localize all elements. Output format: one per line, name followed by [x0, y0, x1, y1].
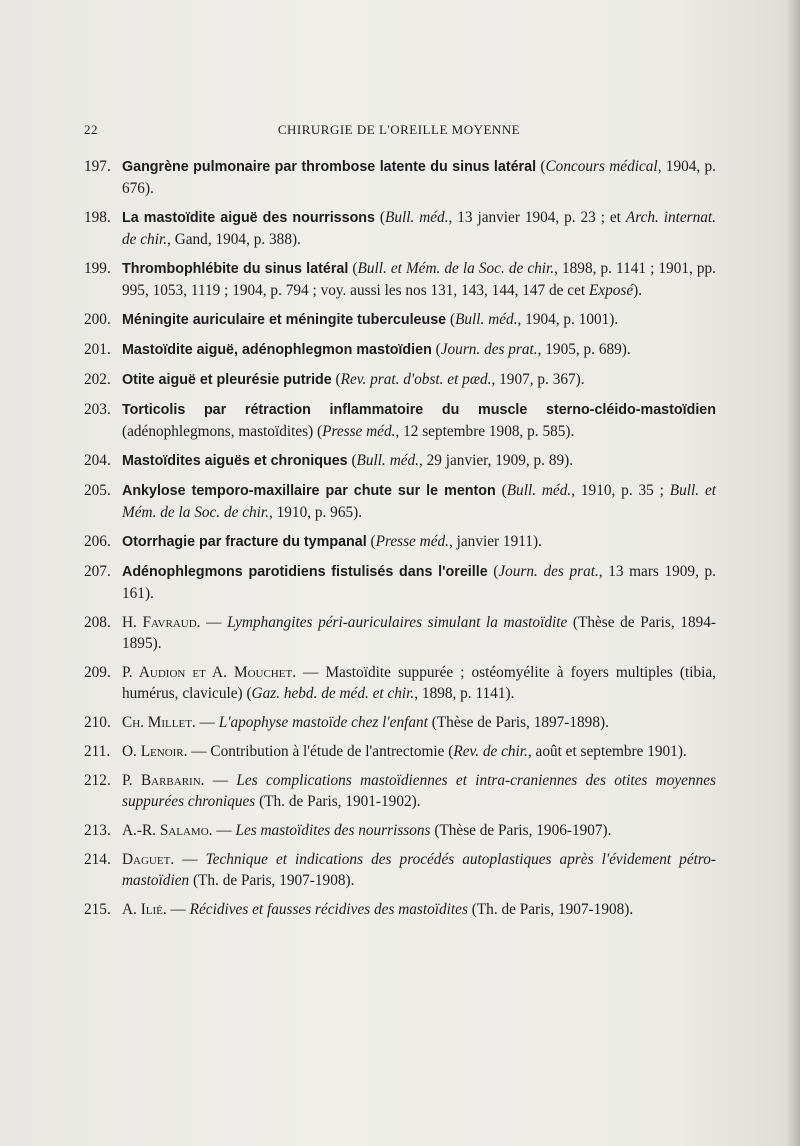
entry-number: 199. — [84, 260, 111, 277]
entry-journal: Exposé — [588, 282, 634, 299]
bibliography-entry — [84, 561, 716, 604]
entry-author: P. Audion et A. Mouchet. — [122, 664, 297, 681]
entry-text: , 1905, p. 689). — [537, 341, 631, 358]
entry-work-title: L'apophyse mastoïde chez l'enfant — [218, 714, 428, 731]
entry-text: — Contribution à l'étude de l'antrectomie ( — [187, 743, 454, 760]
entry-number: 211. — [84, 743, 111, 760]
entry-journal: Rev. prat. d'obst. et pæd. — [340, 371, 492, 388]
entry-title: La mastoïdite aiguë des nourrissons — [122, 210, 375, 226]
bibliography-entry — [84, 849, 716, 891]
entry-text: , 1910, p. 965). — [268, 504, 363, 521]
entry-text: ( — [536, 158, 546, 175]
bibliography-entry — [84, 712, 716, 733]
entry-work-title: Gaz. hebd. de méd. et chir. — [251, 685, 415, 702]
entry-text: (Th. de Paris, 1907-1908). — [189, 872, 355, 889]
entry-text: — — [200, 614, 228, 631]
entry-author: A. Ilié. — [122, 901, 167, 918]
entry-title: Thrombophlébite du sinus latéral — [122, 261, 349, 277]
bibliography-entry — [84, 612, 716, 654]
entry-work-title: Lymphangites péri-auriculaires simulant la mastoïdite — [227, 614, 568, 631]
bibliography-entry — [84, 258, 716, 301]
entry-text: (Th. de Paris, 1901-1902). — [255, 793, 421, 810]
entry-title: Gangrène pulmonaire par thrombose latente du sinus latéral — [122, 159, 537, 175]
entry-number: 215. — [84, 901, 111, 918]
bibliography-entry — [84, 662, 716, 704]
entry-text: (adénophlegmons, mastoïdites) ( — [122, 423, 323, 440]
entry-text: , 1910, p. 35 ; — [571, 482, 670, 499]
entry-text: ( — [495, 482, 507, 499]
entry-text: , 1898, p. 1141). — [414, 685, 515, 702]
entry-title: Mastoïdites aiguës et chroniques — [122, 453, 348, 469]
entry-text: (Thèse de Paris, 1906-1907). — [430, 822, 612, 839]
entry-author: O. Lenoir. — [122, 743, 188, 760]
entry-journal: Presse méd. — [322, 423, 396, 440]
entry-journal: Concours médical — [545, 158, 658, 175]
entry-number: 206. — [84, 533, 111, 550]
entry-number: 200. — [84, 311, 111, 328]
entry-text: ( — [348, 260, 358, 277]
entry-journal: Bull. et Mém. de la Soc. de chir. — [122, 482, 717, 521]
entry-number: 203. — [84, 401, 111, 418]
entry-number: 202. — [84, 371, 111, 388]
entry-journal: Bull. méd. — [356, 452, 419, 469]
entry-text: , Gand, 1904, p. 388). — [167, 231, 301, 248]
entry-number: 212. — [84, 772, 111, 789]
entry-text: ( — [375, 209, 385, 226]
entry-journal: Bull. méd. — [385, 209, 449, 226]
entry-text: — — [166, 901, 190, 918]
page-header — [84, 122, 714, 142]
entry-text: ). — [633, 282, 643, 299]
entry-number: 197. — [84, 158, 111, 175]
entry-number: 210. — [84, 714, 111, 731]
entry-text: ( — [446, 311, 456, 328]
bibliography-entry — [84, 899, 716, 920]
running-title: CHIRURGIE DE L'OREILLE MOYENNE — [277, 122, 521, 137]
entry-number: 209. — [84, 664, 111, 681]
entry-journal: Arch. internat. de chir. — [122, 209, 717, 248]
entry-number: 214. — [84, 851, 111, 868]
bibliography-entry — [84, 156, 716, 199]
entry-journal: Bull. méd. — [455, 311, 518, 328]
bibliography-entry — [84, 369, 716, 391]
entry-work-title: Technique et indications des procédés autoplastiques après l'évidement pétro-mastoïdien — [122, 851, 716, 889]
entry-text: — — [195, 714, 219, 731]
bibliography-entry — [84, 770, 716, 812]
entry-title: Ankylose temporo-maxillaire par chute sur le menton — [122, 483, 496, 499]
page-edge-shadow — [786, 0, 800, 1146]
entry-number: 208. — [84, 614, 111, 631]
entry-text: , 13 mars 1909, p. 161). — [122, 563, 716, 602]
entry-number: 198. — [84, 209, 111, 226]
bibliography-entry — [84, 820, 716, 841]
entry-journal: Presse méd. — [375, 533, 449, 550]
entry-journal: Bull. méd. — [506, 482, 572, 499]
entry-text: , 1898, p. 1141 ; 1901, pp. 995, 1053, 1119 ; 1904, p. 794 ; voy. aussi les nos 131, 143, 144, 147 de cet — [122, 260, 716, 299]
entry-text: ( — [487, 563, 499, 580]
entry-text: , 13 janvier 1904, p. 23 ; et — [448, 209, 626, 226]
entry-text: , 1907, p. 367). — [491, 371, 585, 388]
bibliography-entry — [84, 339, 716, 361]
entry-title: Otorrhagie par fracture du tympanal — [122, 534, 367, 550]
entry-text: , 1904, p. 676). — [122, 158, 716, 197]
entry-title: Otite aiguë et pleurésie putride — [122, 372, 332, 388]
entry-journal: Bull. et Mém. de la Soc. de chir. — [357, 260, 555, 277]
entry-work-title: Les mastoïdites des nourrissons — [235, 822, 431, 839]
entry-text: — — [212, 822, 236, 839]
bibliography-entry — [84, 207, 716, 250]
entry-author: H. Favraud. — [122, 614, 201, 631]
entry-number: 207. — [84, 563, 111, 580]
entry-journal: Journ. des prat. — [440, 341, 538, 358]
entry-title: Adénophlegmons parotidiens fistulisés dans l'oreille — [122, 564, 488, 580]
entry-text: — — [174, 851, 206, 868]
bibliography-list — [84, 156, 716, 928]
entry-text: , août et septembre 1901). — [527, 743, 687, 760]
entry-text: , 29 janvier, 1909, p. 89). — [419, 452, 574, 469]
entry-work-title: Rev. de chir. — [453, 743, 528, 760]
bibliography-entry — [84, 531, 716, 553]
entry-text: , janvier 1911). — [448, 533, 542, 550]
entry-text: ( — [431, 341, 441, 358]
entry-work-title: Récidives et fausses récidives des mastoïdites — [189, 901, 468, 918]
entry-text: — — [204, 772, 237, 789]
entry-text: ( — [331, 371, 341, 388]
entry-work-title: Les complications mastoïdiennes et intra-craniennes des otites moyennes suppurées chroniques — [122, 772, 716, 810]
entry-text: — Mastoïdite suppurée ; ostéomyélite à foyers multiples (tibia, humérus, clavicule) ( — [122, 664, 717, 702]
entry-text: (Thèse de Paris, 1894-1895). — [122, 614, 716, 652]
entry-text: (Thèse de Paris, 1897-1898). — [427, 714, 609, 731]
page-number: 22 — [84, 122, 98, 137]
entry-number: 205. — [84, 482, 111, 499]
entry-text: (Th. de Paris, 1907-1908). — [467, 901, 634, 918]
entry-number: 204. — [84, 452, 111, 469]
entry-author: Daguet. — [122, 851, 175, 868]
entry-title: Torticolis par rétraction inflammatoire du muscle sterno-cléido-mastoïdien — [122, 402, 716, 418]
entry-title: Mastoïdite aiguë, adénophlegmon mastoïdien — [122, 342, 432, 358]
bibliography-entry — [84, 309, 716, 331]
entry-text: , 1904, p. 1001). — [517, 311, 619, 328]
entry-author: A.-R. Salamo. — [122, 822, 213, 839]
entry-title: Méningite auriculaire et méningite tuberculeuse — [122, 312, 447, 328]
bibliography-entry — [84, 399, 716, 442]
entry-author: Ch. Millet. — [122, 714, 196, 731]
entry-text: , 12 septembre 1908, p. 585). — [395, 423, 575, 440]
entry-journal: Journ. des prat. — [498, 563, 599, 580]
entry-text: ( — [366, 533, 376, 550]
entry-author: P. Barbarin. — [122, 772, 205, 789]
bibliography-entry — [84, 450, 716, 472]
bibliography-entry — [84, 480, 716, 523]
entry-number: 213. — [84, 822, 111, 839]
entry-text: ( — [347, 452, 357, 469]
entry-number: 201. — [84, 341, 111, 358]
bibliography-entry — [84, 741, 716, 762]
